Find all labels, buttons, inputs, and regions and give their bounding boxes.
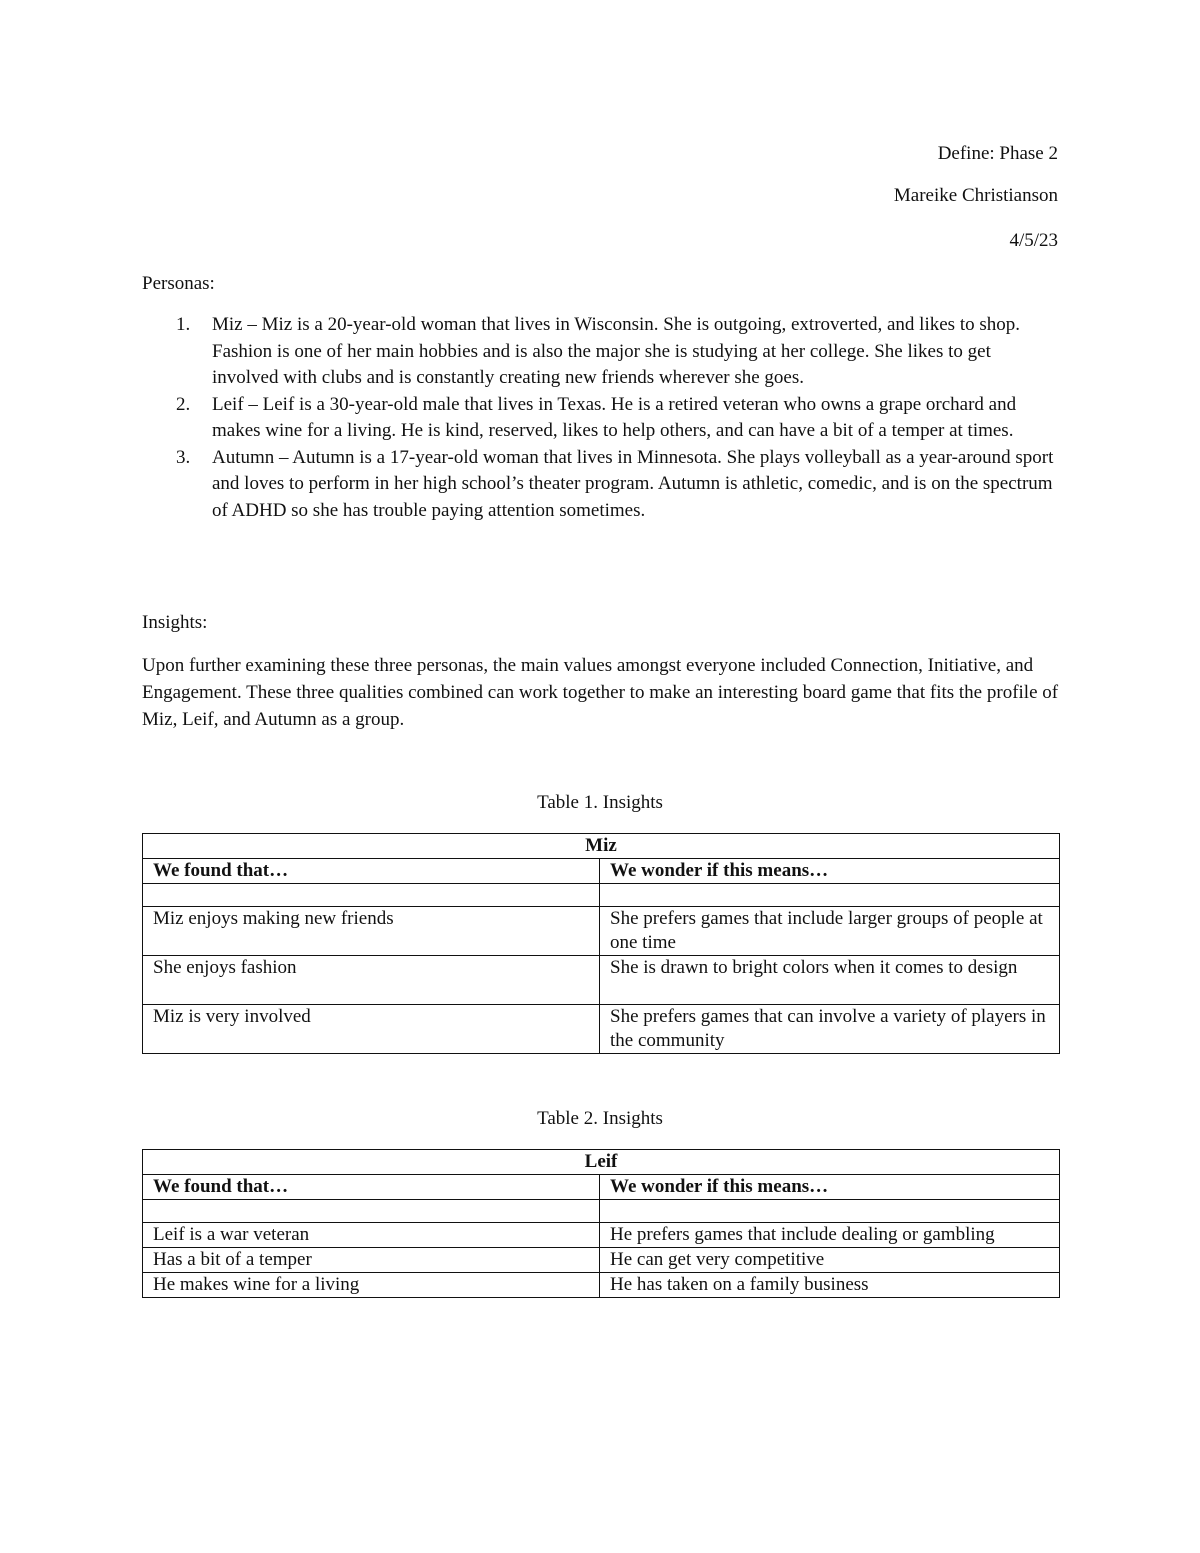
persona-text: Leif – Leif is a 30-year-old male that lives in Texas. He is a retired veteran who owns a grape orchard and makes wine for a living. He is kind, reserved, likes to help others, and can have a bit of a temper at times. [212, 393, 1017, 441]
table-row [143, 1273, 1060, 1298]
table-cell: Miz is very involved [143, 1005, 600, 1054]
table-row [143, 1005, 1060, 1054]
table-cell: She is drawn to bright colors when it comes to design [600, 956, 1060, 1005]
column-header-wonder: We wonder if this means… [600, 1175, 1060, 1200]
insights-paragraph: Upon further examining these three personas, the main values amongst everyone included Connection, Initiative, and Engagement. These three qualities combined can work together to make an interesting board game that fits the profile of Miz, Leif, and Autumn as a group. [142, 655, 1059, 730]
persona-text: Miz – Miz is a 20-year-old woman that lives in Wisconsin. She is outgoing, extroverted, and likes to shop. Fashion is one of her main hobbies and is also the major she is studying at her college. She likes to get involved with clubs and is constantly creating new friends wherever she goes. [212, 314, 1020, 388]
column-header-found: We found that… [143, 1175, 600, 1200]
persona-item-leif [142, 392, 1062, 445]
persona-list [142, 312, 1062, 524]
table-row [143, 1248, 1060, 1273]
table-cell [600, 1200, 1060, 1223]
insights-table-leif [142, 1149, 1060, 1298]
table-cell: He prefers games that include dealing or gambling [600, 1223, 1060, 1248]
table-cell: She enjoys fashion [143, 956, 600, 1005]
table-title: Leif [143, 1150, 1060, 1175]
author-name: Mareike Christianson [893, 185, 1058, 206]
table-row [143, 1223, 1060, 1248]
column-header-wonder: We wonder if this means… [600, 859, 1060, 884]
table-cell [143, 1200, 600, 1223]
table-cell: Miz enjoys making new friends [143, 907, 600, 956]
table-row-empty [143, 884, 1060, 907]
table-cell: He makes wine for a living [143, 1273, 600, 1298]
table-cell: He has taken on a family business [600, 1273, 1060, 1298]
table-title: Miz [143, 834, 1060, 859]
table-row [143, 956, 1060, 1005]
persona-item-miz [142, 312, 1062, 392]
list-number: 3. [176, 446, 191, 468]
table1-caption: Table 1. Insights [537, 792, 663, 813]
table-cell: She prefers games that can involve a variety of players in the community [600, 1005, 1060, 1054]
document-title: Define: Phase 2 [937, 143, 1058, 164]
table-row-empty [143, 1200, 1060, 1223]
table-row [143, 907, 1060, 956]
table-cell [143, 884, 600, 907]
insights-table-miz [142, 833, 1060, 1054]
table-cell: He can get very competitive [600, 1248, 1060, 1273]
document-date: 4/5/23 [1009, 230, 1058, 251]
table-cell: Has a bit of a temper [143, 1248, 600, 1273]
insights-label: Insights: [142, 612, 208, 633]
list-number: 1. [176, 314, 191, 335]
list-number: 2. [176, 393, 191, 415]
persona-text: Autumn – Autumn is a 17-year-old woman that lives in Minnesota. She plays volleyball as a year-around sport and loves to perform in her high school’s theater program. Autumn is athletic, comedic, and is on the spectrum of ADHD so she has trouble paying attention sometimes. [212, 446, 1054, 521]
table-cell: She prefers games that include larger groups of people at one time [600, 907, 1060, 956]
table-cell: Leif is a war veteran [143, 1223, 600, 1248]
table2-caption: Table 2. Insights [537, 1108, 663, 1129]
column-header-found: We found that… [143, 859, 600, 884]
persona-item-autumn [142, 445, 1062, 525]
table-cell [600, 884, 1060, 907]
personas-label: Personas: [142, 273, 215, 294]
